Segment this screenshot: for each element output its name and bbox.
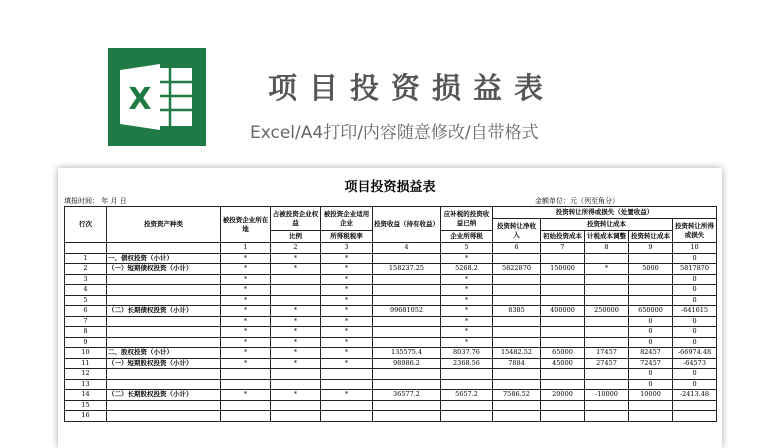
table-row [65, 274, 717, 285]
table-cell: 0 [629, 337, 673, 348]
table-cell [629, 274, 673, 285]
table-cell [541, 316, 585, 327]
table-cell [373, 253, 441, 264]
table-cell: 5657.2 [441, 390, 493, 401]
column-number-blank [107, 243, 221, 254]
table-cell: 0 [673, 337, 717, 348]
table-cell [493, 411, 541, 422]
row-category-cell: 一、债权投资（小计） [107, 253, 221, 264]
table-row [65, 358, 717, 369]
table-row [65, 264, 717, 275]
table-cell: 98986.2 [373, 358, 441, 369]
row-number-cell: 15 [65, 400, 107, 411]
table-cell [493, 274, 541, 285]
row-number-cell: 11 [65, 358, 107, 369]
table-cell: 7586.52 [493, 390, 541, 401]
table-row [65, 369, 717, 380]
table-cell: 0 [629, 369, 673, 380]
table-cell: 72457 [629, 358, 673, 369]
table-cell: 5817870 [673, 264, 717, 275]
row-category-cell: （二）长期股权投资（小计） [107, 390, 221, 401]
table-cell: * [221, 264, 271, 275]
row-number-cell: 14 [65, 390, 107, 401]
table-cell [493, 369, 541, 380]
table-cell [221, 411, 271, 422]
table-cell: 650000 [629, 306, 673, 317]
column-number-blank [65, 243, 107, 254]
header-net-income: 投资转让净收入 [493, 219, 541, 243]
table-cell: * [585, 264, 629, 275]
table-cell [441, 369, 493, 380]
header-transfer-cost: 投资转让成本 [629, 231, 673, 243]
table-cell: * [271, 327, 321, 338]
table-cell: * [441, 306, 493, 317]
hero-subtitle: Excel/A4打印/内容随意修改/自带格式 [250, 123, 539, 143]
table-cell: 250000 [585, 306, 629, 317]
table-cell [541, 337, 585, 348]
table-cell: * [221, 253, 271, 264]
row-category-cell [107, 327, 221, 338]
row-category-cell: （一）短期股权投资（小计） [107, 358, 221, 369]
row-number-cell: 7 [65, 316, 107, 327]
table-cell: * [321, 316, 373, 327]
table-cell: 0 [673, 253, 717, 264]
table-row [65, 285, 717, 296]
column-number: 4 [373, 243, 441, 254]
header-tax-adjust: 计税成本调整 [585, 231, 629, 243]
table-cell [585, 379, 629, 390]
table-cell [441, 379, 493, 390]
header-equity-bottom: 比例 [271, 231, 321, 243]
table-cell [629, 400, 673, 411]
table-cell [271, 274, 321, 285]
table-row [65, 379, 717, 390]
table-cell: 2368.56 [441, 358, 493, 369]
row-category-cell [107, 411, 221, 422]
profit-loss-table [64, 206, 717, 422]
row-number-cell: 4 [65, 285, 107, 296]
row-category-cell: 二、股权投资（小计） [107, 348, 221, 359]
header-income: 投资收益（持有收益） [373, 207, 441, 243]
header-equity-top: 占被投资企业权益 [271, 207, 321, 231]
column-number: 6 [493, 243, 541, 254]
table-cell: 20000 [541, 390, 585, 401]
column-number: 3 [321, 243, 373, 254]
sheet-title: 项目投资损益表 [344, 180, 436, 195]
table-cell: 17457 [585, 348, 629, 359]
table-cell [373, 400, 441, 411]
header-tax-bottom: 企业所得税 [441, 231, 493, 243]
header-gain-loss: 投资转让所得或损失（处置收益） [493, 207, 717, 219]
table-cell: * [221, 390, 271, 401]
table-cell: * [221, 274, 271, 285]
table-cell [373, 337, 441, 348]
table-cell [585, 327, 629, 338]
table-cell [321, 379, 373, 390]
table-cell [373, 411, 441, 422]
table-cell: * [441, 337, 493, 348]
table-cell: * [441, 316, 493, 327]
table-row [65, 411, 717, 422]
table-cell [541, 411, 585, 422]
table-cell [541, 379, 585, 390]
table-cell: * [321, 264, 373, 275]
column-number: 10 [673, 243, 717, 254]
table-row [65, 348, 717, 359]
column-number: 5 [441, 243, 493, 254]
row-category-cell: （二）长期债权投资（小计） [107, 306, 221, 317]
table-cell [493, 285, 541, 296]
table-cell: 0 [673, 316, 717, 327]
table-cell [541, 327, 585, 338]
table-row [65, 306, 717, 317]
table-cell: * [271, 390, 321, 401]
table-cell: 0 [673, 274, 717, 285]
table-cell [493, 379, 541, 390]
table-cell: * [321, 253, 373, 264]
row-number-cell: 16 [65, 411, 107, 422]
table-body [65, 253, 717, 421]
table-row [65, 253, 717, 264]
header-row-1 [65, 207, 717, 219]
table-cell: 7884 [493, 358, 541, 369]
table-cell: 0 [629, 316, 673, 327]
table-cell: * [321, 285, 373, 296]
table-cell: 135575.4 [373, 348, 441, 359]
table-cell [373, 327, 441, 338]
logo-letter: X [128, 82, 152, 117]
table-cell: 0 [673, 369, 717, 380]
table-cell: 0 [673, 285, 717, 296]
row-number-cell: 8 [65, 327, 107, 338]
table-cell [373, 295, 441, 306]
row-category-cell [107, 316, 221, 327]
table-cell [373, 369, 441, 380]
fill-time-label: 填报时间： 年 月 日 [64, 197, 127, 205]
table-cell [373, 379, 441, 390]
table-cell [673, 400, 717, 411]
table-row [65, 400, 717, 411]
table-cell [493, 327, 541, 338]
table-cell: -66974.48 [673, 348, 717, 359]
table-cell [271, 369, 321, 380]
table-cell: * [271, 337, 321, 348]
table-cell: * [271, 264, 321, 275]
column-number-row [65, 243, 717, 254]
table-cell [585, 411, 629, 422]
table-cell: -10000 [585, 390, 629, 401]
row-category-cell [107, 369, 221, 380]
table-cell [585, 316, 629, 327]
table-cell [441, 400, 493, 411]
table-cell [493, 337, 541, 348]
table-cell [585, 285, 629, 296]
table-cell: * [221, 327, 271, 338]
row-number-cell: 12 [65, 369, 107, 380]
table-cell [271, 285, 321, 296]
table-cell: 10000 [629, 390, 673, 401]
table-cell: -641615 [673, 306, 717, 317]
table-cell: * [221, 337, 271, 348]
table-cell: * [321, 390, 373, 401]
row-number-cell: 5 [65, 295, 107, 306]
table-cell [321, 400, 373, 411]
table-cell [629, 295, 673, 306]
table-cell [673, 411, 717, 422]
table-cell: * [441, 253, 493, 264]
header-taxrate-top: 被投资企业适用企业 [321, 207, 373, 231]
row-category-cell [107, 274, 221, 285]
table-cell: * [221, 316, 271, 327]
excel-logo-graphic [108, 48, 206, 146]
table-cell [221, 379, 271, 390]
table-cell [541, 400, 585, 411]
column-number: 8 [585, 243, 629, 254]
header-row-no: 行次 [65, 207, 107, 243]
header-location: 被投资企业所在地 [221, 207, 271, 243]
table-cell: * [271, 358, 321, 369]
table-cell: 8385 [493, 306, 541, 317]
table-cell [585, 400, 629, 411]
table-cell: * [321, 348, 373, 359]
table-cell: 15482.52 [493, 348, 541, 359]
table-row [65, 295, 717, 306]
table-row [65, 337, 717, 348]
row-category-cell [107, 285, 221, 296]
table-cell: * [271, 316, 321, 327]
table-cell [493, 253, 541, 264]
table-cell: 8037.76 [441, 348, 493, 359]
table-cell [373, 274, 441, 285]
table-cell [541, 369, 585, 380]
table-cell [541, 274, 585, 285]
row-number-cell: 10 [65, 348, 107, 359]
column-number: 7 [541, 243, 585, 254]
table-cell [585, 274, 629, 285]
table-cell: * [321, 274, 373, 285]
header-initial-cost: 初始投资成本 [541, 231, 585, 243]
table-cell: * [441, 295, 493, 306]
row-category-cell: （一）短期债权投资（小计） [107, 264, 221, 275]
table-cell: 36577.2 [373, 390, 441, 401]
header-cost-group: 投资转让成本 [541, 219, 673, 231]
row-number-cell: 1 [65, 253, 107, 264]
row-category-cell [107, 400, 221, 411]
table-cell [271, 400, 321, 411]
row-category-cell [107, 295, 221, 306]
table-cell: 27457 [585, 358, 629, 369]
table-cell: 45000 [541, 358, 585, 369]
table-cell: * [441, 285, 493, 296]
table-cell: 0 [673, 379, 717, 390]
table-cell: 65000 [541, 348, 585, 359]
table-cell [541, 285, 585, 296]
table-cell: 158237.25 [373, 264, 441, 275]
table-cell: -64573 [673, 358, 717, 369]
table-cell: -2413.48 [673, 390, 717, 401]
table-cell: 82457 [629, 348, 673, 359]
table-cell: 5000 [629, 264, 673, 275]
hero-title: 项目投资损益表 [268, 71, 556, 105]
table-cell: * [271, 253, 321, 264]
row-number-cell: 9 [65, 337, 107, 348]
row-category-cell [107, 379, 221, 390]
row-number-cell: 6 [65, 306, 107, 317]
table-cell [493, 316, 541, 327]
unit-label: 金额单位：元（列至角分） [535, 197, 619, 205]
table-cell [585, 369, 629, 380]
table-row [65, 316, 717, 327]
table-cell [321, 411, 373, 422]
table-cell: * [271, 348, 321, 359]
table-cell [541, 253, 585, 264]
table-cell [373, 316, 441, 327]
spreadsheet-preview [58, 168, 722, 448]
table-cell: 0 [629, 379, 673, 390]
table-cell [271, 295, 321, 306]
table-cell: * [221, 306, 271, 317]
row-number-cell: 3 [65, 274, 107, 285]
table-cell [373, 285, 441, 296]
table-cell [221, 400, 271, 411]
table-cell [221, 369, 271, 380]
table-cell: * [321, 295, 373, 306]
table-cell: * [271, 306, 321, 317]
table-cell: 5268.2 [441, 264, 493, 275]
table-cell: * [221, 348, 271, 359]
row-category-cell [107, 337, 221, 348]
table-cell: * [221, 295, 271, 306]
table-cell: * [441, 274, 493, 285]
table-cell: * [321, 358, 373, 369]
column-number: 1 [221, 243, 271, 254]
row-number-cell: 2 [65, 264, 107, 275]
table-cell [493, 295, 541, 306]
table-cell [271, 411, 321, 422]
table-cell: * [221, 358, 271, 369]
table-cell: 0 [673, 327, 717, 338]
table-cell [541, 295, 585, 306]
table-cell [493, 400, 541, 411]
table-cell [441, 411, 493, 422]
table-cell: 0 [673, 295, 717, 306]
table-cell: 400000 [541, 306, 585, 317]
table-cell: * [321, 327, 373, 338]
excel-logo-icon [108, 48, 206, 146]
table-cell [629, 285, 673, 296]
table-cell [629, 411, 673, 422]
column-number: 9 [629, 243, 673, 254]
table-cell [271, 379, 321, 390]
table-row [65, 390, 717, 401]
table-row [65, 327, 717, 338]
column-number: 2 [271, 243, 321, 254]
header-category: 投资资产种类 [107, 207, 221, 243]
table-cell: * [441, 327, 493, 338]
table-cell: 0 [629, 327, 673, 338]
header-taxrate-bottom: 所得税税率 [321, 231, 373, 243]
table-cell: * [221, 285, 271, 296]
table-cell: 150000 [541, 264, 585, 275]
table-cell: 99681052 [373, 306, 441, 317]
header-tax-top: 应补税的投资收益已纳 [441, 207, 493, 231]
table-cell: 5822870 [493, 264, 541, 275]
table-cell: * [321, 306, 373, 317]
table-cell: * [321, 337, 373, 348]
table-cell [629, 253, 673, 264]
header-gain: 投资转让所得或损失 [673, 219, 717, 243]
table-cell [585, 253, 629, 264]
row-number-cell: 13 [65, 379, 107, 390]
table-cell [585, 337, 629, 348]
table-cell [321, 369, 373, 380]
table-cell [585, 295, 629, 306]
